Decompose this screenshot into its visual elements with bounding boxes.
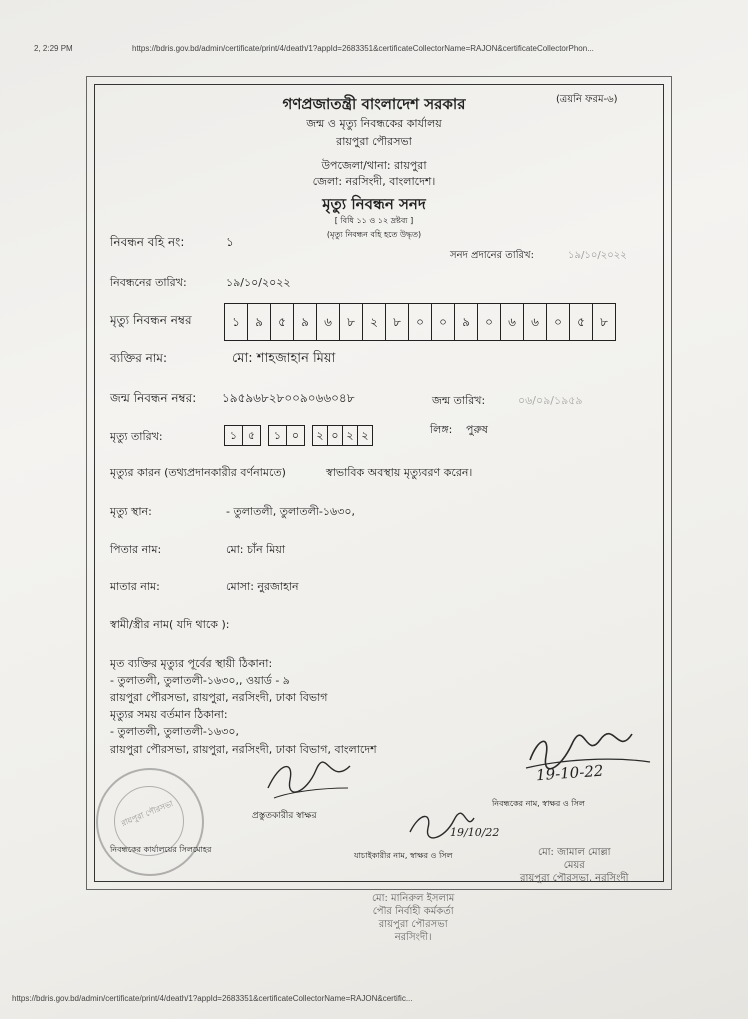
reg-digit-box: ৮ [600, 315, 608, 329]
perm-address-line-2: রায়পুরা পৌরসভা, রায়পুরা, নরসিংদী, ঢাকা বিভাগ [110, 691, 328, 704]
book-number-label: নিবন্ধন বহি নং: [110, 235, 185, 249]
father-label: পিতার নাম: [110, 543, 162, 556]
mayor-stamp [520, 846, 629, 885]
death-month-digit: ০ [291, 429, 300, 442]
reg-digit-box: ৮ [340, 304, 363, 340]
death-day-digit: ৫ [247, 429, 256, 442]
reg-digit-box: ০ [432, 304, 455, 340]
print-url-bottom: https://bdris.gov.bd/admin/certificate/print/4/death/1?appId=2683351&certificateCollectorName=RAJON&certific... [12, 994, 413, 1003]
reg-digit-box: ০ [409, 304, 432, 340]
preparer-label: প্রস্তুতকারীর স্বাক্ষর [252, 811, 317, 821]
certificate-title: মৃত্যু নিবন্ধন সনদ [322, 195, 426, 213]
executive-stamp-name: মো: মানিরুল ইসলাম [372, 893, 455, 904]
cause-value: স্বাভাবিক অবস্থায় মৃত্যুবরণ করেন। [326, 466, 473, 479]
death-month-boxes [268, 425, 305, 446]
gender-value: পুরুষ [466, 423, 488, 436]
curr-address-label: মৃত্যুর সময় বর্তমান ঠিকানা: [110, 708, 228, 721]
death-year-digit: ২ [361, 429, 369, 442]
reg-digit-box: ০ [478, 304, 501, 340]
print-url-top: https://bdris.gov.bd/admin/certificate/print/4/death/1?appId=2683351&certificateCollectorName=RAJON&certificateCollectorPhon... [132, 44, 594, 53]
gender-label: লিঙ্গ: [430, 423, 453, 436]
office-name: জন্ম ও মৃত্যু নিবন্ধকের কার্যালয় [306, 117, 442, 130]
district: জেলা: নরসিংদী, বাংলাদেশ। [312, 175, 436, 188]
executive-stamp-office: রায়পুরা পৌরসভা [378, 919, 448, 930]
death-day-boxes [224, 425, 261, 446]
mayor-stamp-title: মেয়র [563, 860, 585, 871]
name-value: মো: শাহজাহান মিয়া [232, 351, 336, 366]
book-number-value: ১ [226, 235, 234, 249]
mayor-stamp-office: রায়পুরা পৌরসভা, নরসিংদী [520, 873, 629, 884]
death-month-digit: ১ [269, 426, 287, 445]
registrar-sign-date: 19-10-22 [535, 761, 604, 785]
print-time: 2, 2:29 PM [34, 44, 73, 53]
rule-reference: [ বিধি ১১ ও ১২ দ্রষ্টব্য ] [334, 216, 414, 225]
perm-address-label: মৃত ব্যক্তির মৃত্যুর পূর্বের স্থায়ী ঠিকানা: [110, 657, 273, 670]
reg-digit-box: ০ [547, 304, 570, 340]
preparer-signature [260, 758, 360, 808]
municipality-name: রায়পুরা পৌরসভা [336, 135, 412, 148]
cause-label: মৃত্যুর কারন (তথ্যপ্রদানকারীর বর্ণনামতে) [110, 466, 286, 479]
executive-stamp-district: নরসিংদী। [394, 932, 432, 943]
death-place-value: - তুলাতলী, তুলাতলী-১৬৩০, [226, 505, 355, 518]
form-number: (ত্রয়নি ফরম-৬) [556, 94, 618, 105]
death-date-label: মৃত্যু তারিখ: [110, 430, 163, 443]
government-title: গণপ্রজাতন্ত্রী বাংলাদেশ সরকার [282, 95, 466, 113]
death-day-digit: ১ [225, 426, 243, 445]
curr-address-line-1: - তুলাতলী, তুলাতলী-১৬৩০, [110, 725, 239, 738]
registrar-label: নিবন্ধকের নাম, স্বাক্ষর ও সিল [492, 799, 585, 808]
reg-digit-box: ২ [363, 304, 386, 340]
death-place-label: মৃত্যু স্থান: [110, 505, 152, 518]
reg-digit-box: ৯ [294, 304, 317, 340]
reg-number-label: মৃত্যু নিবন্ধন নম্বর [110, 313, 192, 327]
verifier-sign-date: 19/10/22 [450, 826, 500, 839]
reg-number-boxes [224, 303, 616, 341]
death-year-digit: ০ [328, 426, 343, 445]
mother-value: মোসা: নুরজাহান [226, 580, 299, 593]
seal-label: নিবন্ধকের কার্যালয়ের সিলমোহর [110, 845, 212, 854]
birth-reg-label: জন্ম নিবন্ধন নম্বর: [110, 391, 197, 405]
reg-digit-box: ৬ [524, 304, 547, 340]
reg-digit-box: ৫ [570, 304, 593, 340]
executive-stamp [372, 892, 454, 944]
reg-digit-box: ৫ [271, 304, 294, 340]
upazila: উপজেলা/থানা: রায়পুরা [321, 159, 427, 172]
dob-value: ০৬/০৯/১৯৫৯ [518, 394, 583, 407]
curr-address-line-2: রায়পুরা পৌরসভা, রায়পুরা, নরসিংদী, ঢাকা বিভাগ, বাংলাদেশ [110, 743, 377, 756]
reg-digit-box: ৬ [501, 304, 524, 340]
reg-date-value: ১৯/১০/২০২২ [226, 276, 291, 289]
mother-label: মাতার নাম: [110, 580, 160, 593]
birth-reg-value: ১৯৫৯৬৮২৮০০৯০৬৬০৪৮ [222, 391, 355, 405]
reg-date-label: নিবন্ধনের তারিখ: [110, 276, 187, 289]
death-year-digit: ২ [313, 426, 328, 445]
executive-stamp-title: পৌর নির্বাহী কর্মকর্তা [372, 906, 454, 917]
issue-date-label: সনদ প্রদানের তারিখ: [450, 250, 534, 261]
reg-digit-box: ৬ [317, 304, 340, 340]
reg-digit-box: ১ [225, 304, 248, 340]
father-value: মো: চাঁন মিয়া [226, 543, 286, 556]
seal-text: রায়পুরা পৌরসভা [119, 799, 175, 829]
verifier-label: যাচাইকারীর নাম, স্বাক্ষর ও সিল [354, 851, 453, 860]
office-seal [96, 768, 204, 876]
death-year-digit: ২ [343, 426, 358, 445]
source-note: (মৃত্যু নিবন্ধন বহি হতে উদ্ধৃত) [326, 230, 422, 239]
spouse-label: স্বামী/স্ত্রীর নাম( যদি থাকে ): [110, 618, 230, 631]
death-year-boxes [312, 425, 373, 446]
reg-digit-box: ৯ [248, 304, 271, 340]
reg-digit-box: ৮ [386, 304, 409, 340]
perm-address-line-1: - তুলাতলী, তুলাতলী-১৬৩০,, ওয়ার্ড - ৯ [110, 674, 290, 687]
dob-label: জন্ম তারিখ: [432, 394, 486, 407]
mayor-stamp-name: মো: জামাল মোল্লা [538, 847, 611, 858]
name-label: ব্যক্তির নাম: [110, 351, 168, 365]
reg-digit-box: ৯ [455, 304, 478, 340]
issue-date-value: ১৯/১০/২০২২ [568, 250, 627, 261]
